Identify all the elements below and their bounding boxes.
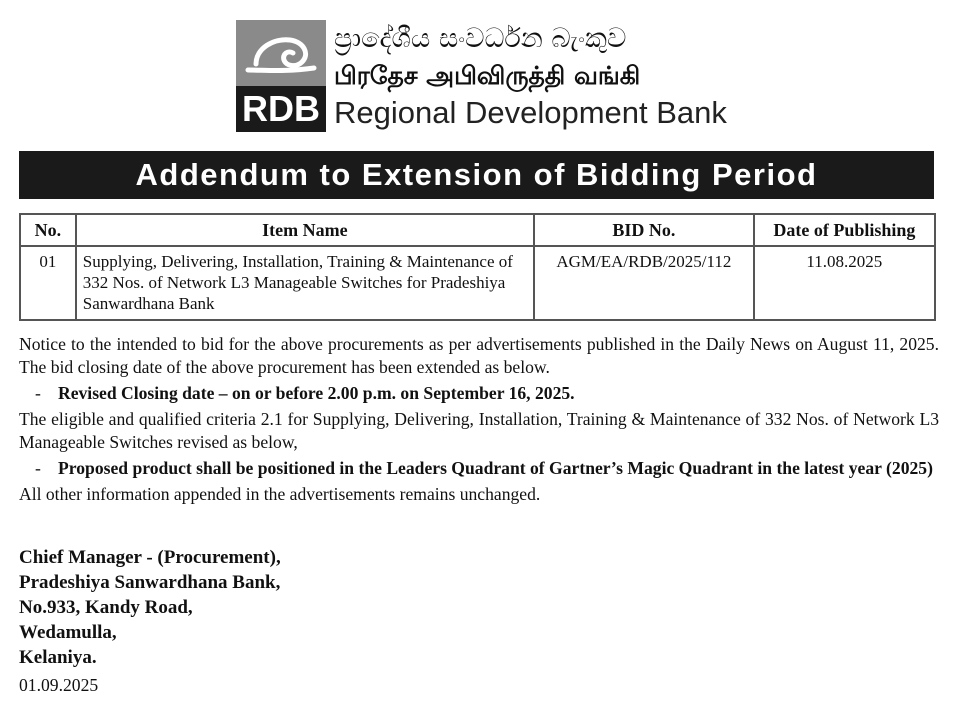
bullet-item — [19, 457, 939, 480]
notice-body — [19, 333, 939, 506]
bank-logo — [236, 20, 326, 132]
header-bid-no: BID No. — [534, 214, 754, 246]
notice-paragraph: All other information appended in the advertisements remains unchanged. — [19, 484, 541, 504]
row-item-name: Supplying, Delivering, Installation, Training & Maintenance of 332 Nos. of Network L3 Manageable Switches for Pradeshiya Sanwardhana Bank — [76, 246, 534, 320]
bank-name-tamil: பிரதேச அபிவிருத்தி வங்கி — [334, 61, 641, 90]
signature-line: No.933, Kandy Road, — [19, 597, 193, 618]
wave-icon — [236, 20, 326, 86]
header-item-name: Item Name — [76, 214, 534, 246]
row-bid-no: AGM/EA/RDB/2025/112 — [534, 246, 754, 320]
bullet-item — [19, 382, 939, 405]
table-header-row — [20, 214, 935, 246]
notice-paragraph: Notice to the intended to bid for the above procurements as per advertisements published in the Daily News on August 11, 2025. The bid closing date of the above procurement has been extended as below. — [19, 334, 939, 377]
bid-table — [19, 213, 936, 321]
signature-line: Chief Manager - (Procurement), — [19, 547, 281, 568]
revised-criteria: Proposed product shall be positioned in the Leaders Quadrant of Gartner’s Magic Quadrant in the latest year (2025) — [58, 458, 933, 478]
header-no: No. — [20, 214, 76, 246]
logo-text: RDB — [236, 86, 326, 132]
row-date: 11.08.2025 — [754, 246, 935, 320]
bank-name-sinhala: ප්‍රාදේශීය සංවර්ධන බැංකුව — [334, 23, 627, 54]
row-no: 01 — [20, 246, 76, 320]
page-title: Addendum to Extension of Bidding Period — [19, 151, 934, 199]
signature-block — [19, 545, 281, 670]
bank-name-english: Regional Development Bank — [334, 95, 727, 130]
bullet-dash: - — [35, 458, 41, 478]
bank-header — [236, 20, 756, 132]
notice-paragraph: The eligible and qualified criteria 2.1 for Supplying, Delivering, Installation, Training & Maintenance of 332 Nos. of Network L3 Manageable Switches revised as below, — [19, 409, 939, 452]
header-date: Date of Publishing — [754, 214, 935, 246]
bullet-dash: - — [35, 383, 41, 403]
table-row — [20, 246, 935, 320]
revised-closing-date: Revised Closing date – on or before 2.00 p.m. on September 16, 2025. — [58, 383, 575, 403]
logo-emblem — [236, 20, 326, 86]
signature-line: Pradeshiya Sanwardhana Bank, — [19, 572, 281, 593]
bank-names — [334, 20, 764, 132]
signature-line: Kelaniya. — [19, 647, 97, 668]
signature-line: Wedamulla, — [19, 622, 117, 643]
signature-date: 01.09.2025 — [19, 675, 99, 695]
